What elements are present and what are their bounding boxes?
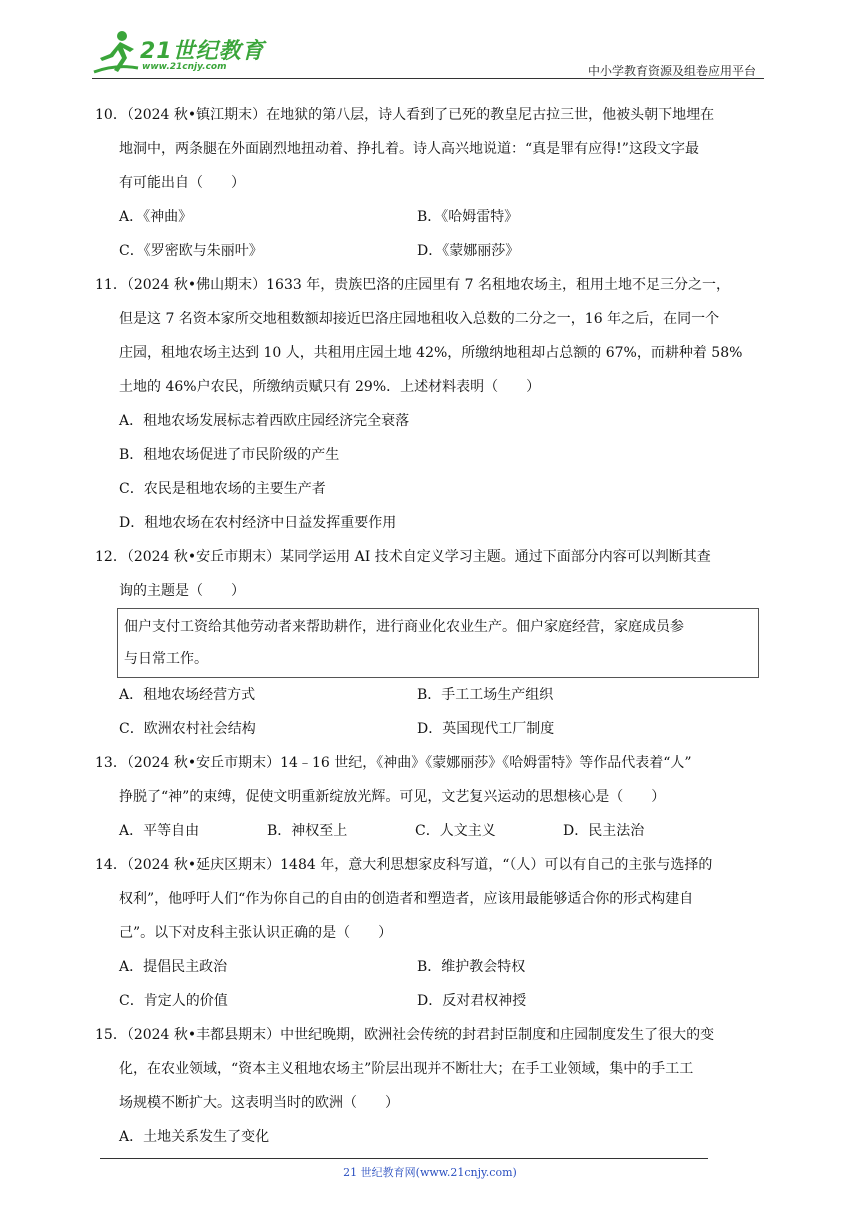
option-a: A．租地农场发展标志着西欧庄园经济完全衰落 — [119, 413, 410, 429]
question-text: 有可能出自（ ） — [119, 175, 245, 191]
question-text: 13．（2024 秋•安丘市期末）14﹣16 世纪，《神曲》《蒙娜丽莎》《哈姆雷特》等作品代表着“人” — [95, 755, 692, 771]
options-row — [95, 814, 775, 848]
material-text: 与日常工作。 — [124, 651, 208, 667]
question-11 — [95, 268, 775, 540]
option-a: A．平等自由 — [119, 823, 200, 839]
option-a: A．土地关系发生了变化 — [119, 1129, 270, 1145]
option-b: B．租地农场促进了市民阶级的产生 — [119, 447, 340, 463]
question-text: 庄园，租地农场主达到 10 人，共租用庄园土地 42%，所缴纳地租却占总额的 67%，而耕种着 58% — [119, 345, 743, 361]
option-d: D．民主法治 — [563, 823, 645, 839]
question-text: 10．（2024 秋•镇江期末）在地狱的第八层，诗人看到了已死的教皇尼古拉三世，他被头朝下地埋在 — [95, 107, 715, 123]
logo — [92, 28, 265, 78]
header-divider — [92, 78, 764, 79]
page-footer[interactable]: 21 世纪教育网(www.21cnjy.com) — [343, 1166, 517, 1179]
question-text: 化，在农业领域，“资本主义租地农场主”阶层出现并不断壮大；在手工业领域，集中的手工工 — [119, 1061, 694, 1077]
option-d: D．租地农场在农村经济中日益发挥重要作用 — [119, 515, 397, 531]
question-list — [95, 98, 775, 1154]
options-row — [95, 950, 775, 984]
material-text: 佃户支付工资给其他劳动者来帮助耕作，进行商业化农业生产。佃户家庭经营，家庭成员参 — [124, 619, 684, 635]
question-10 — [95, 98, 775, 268]
options-row — [95, 234, 775, 268]
question-text: 11．（2024 秋•佛山期末）1633 年，贵族巴洛的庄园里有 7 名租地农场主，租用土地不足三分之一， — [95, 277, 731, 293]
question-text: 询的主题是（ ） — [119, 583, 245, 599]
option-c: C．人文主义 — [415, 823, 496, 839]
option-c: C．农民是租地农场的主要生产者 — [119, 481, 326, 497]
question-12 — [95, 540, 775, 746]
question-text: 土地的 46%户农民，所缴纳贡赋只有 29%．上述材料表明（ ） — [119, 379, 541, 395]
question-14 — [95, 848, 775, 1018]
question-text: 场规模不断扩大。这表明当时的欧洲（ ） — [119, 1095, 399, 1111]
option-c: C．《罗密欧与朱丽叶》 — [119, 243, 263, 259]
option-b: B．维护教会特权 — [417, 959, 526, 975]
question-text: 己”。以下对皮科主张认识正确的是（ ） — [119, 925, 393, 941]
logo-url: www.21cnjy.com — [142, 62, 227, 72]
options-row — [95, 984, 775, 1018]
option-b: B．《哈姆雷特》 — [417, 209, 519, 225]
logo-text: 21世纪教育 — [140, 39, 265, 64]
material-box — [117, 608, 759, 678]
option-a: A．《神曲》 — [119, 209, 193, 225]
question-text: 挣脱了“神”的束缚，促使文明重新绽放光辉。可见，文艺复兴运动的思想核心是（ ） — [119, 789, 666, 805]
option-d: D．英国现代工厂制度 — [417, 721, 555, 737]
platform-name: 中小学教育资源及组卷应用平台 — [587, 64, 756, 78]
option-d: D．《蒙娜丽莎》 — [417, 243, 520, 259]
runner-logo-icon — [92, 28, 140, 76]
footer-divider — [100, 1158, 708, 1159]
question-text: 15．（2024 秋•丰都县期末）中世纪晚期，欧洲社会传统的封君封臣制度和庄园制度发生了很大的变 — [95, 1027, 715, 1043]
option-a: A．提倡民主政治 — [119, 959, 228, 975]
question-13 — [95, 746, 775, 848]
page-header — [0, 0, 860, 80]
options-row — [95, 200, 775, 234]
option-b: B．手工工场生产组织 — [417, 687, 554, 703]
question-text: 权利”，他呼吁人们“作为你自己的自由的创造者和塑造者，应该用最能够适合你的形式构建自 — [119, 891, 694, 907]
option-c: C．欧洲农村社会结构 — [119, 721, 256, 737]
option-b: B．神权至上 — [267, 823, 348, 839]
question-text: 但是这 7 名资本家所交地租数额却接近巴洛庄园地租收入总数的二分之一，16 年之后，在同一个 — [119, 311, 720, 327]
option-d: D．反对君权神授 — [417, 993, 527, 1009]
question-text: 地洞中，两条腿在外面剧烈地扭动着、挣扎着。诗人高兴地说道：“真是罪有应得!”这段文字最 — [119, 141, 699, 157]
question-15 — [95, 1018, 775, 1154]
option-c: C．肯定人的价值 — [119, 993, 228, 1009]
options-row — [95, 678, 775, 712]
question-text: 12．（2024 秋•安丘市期末）某同学运用 AI 技术自定义学习主题。通过下面部分内容可以判断其查 — [95, 549, 711, 565]
option-a: A．租地农场经营方式 — [119, 687, 256, 703]
question-text: 14．（2024 秋•延庆区期末）1484 年，意大利思想家皮科写道，“（人）可以有自己的主张与选择的 — [95, 857, 713, 873]
options-row — [95, 712, 775, 746]
